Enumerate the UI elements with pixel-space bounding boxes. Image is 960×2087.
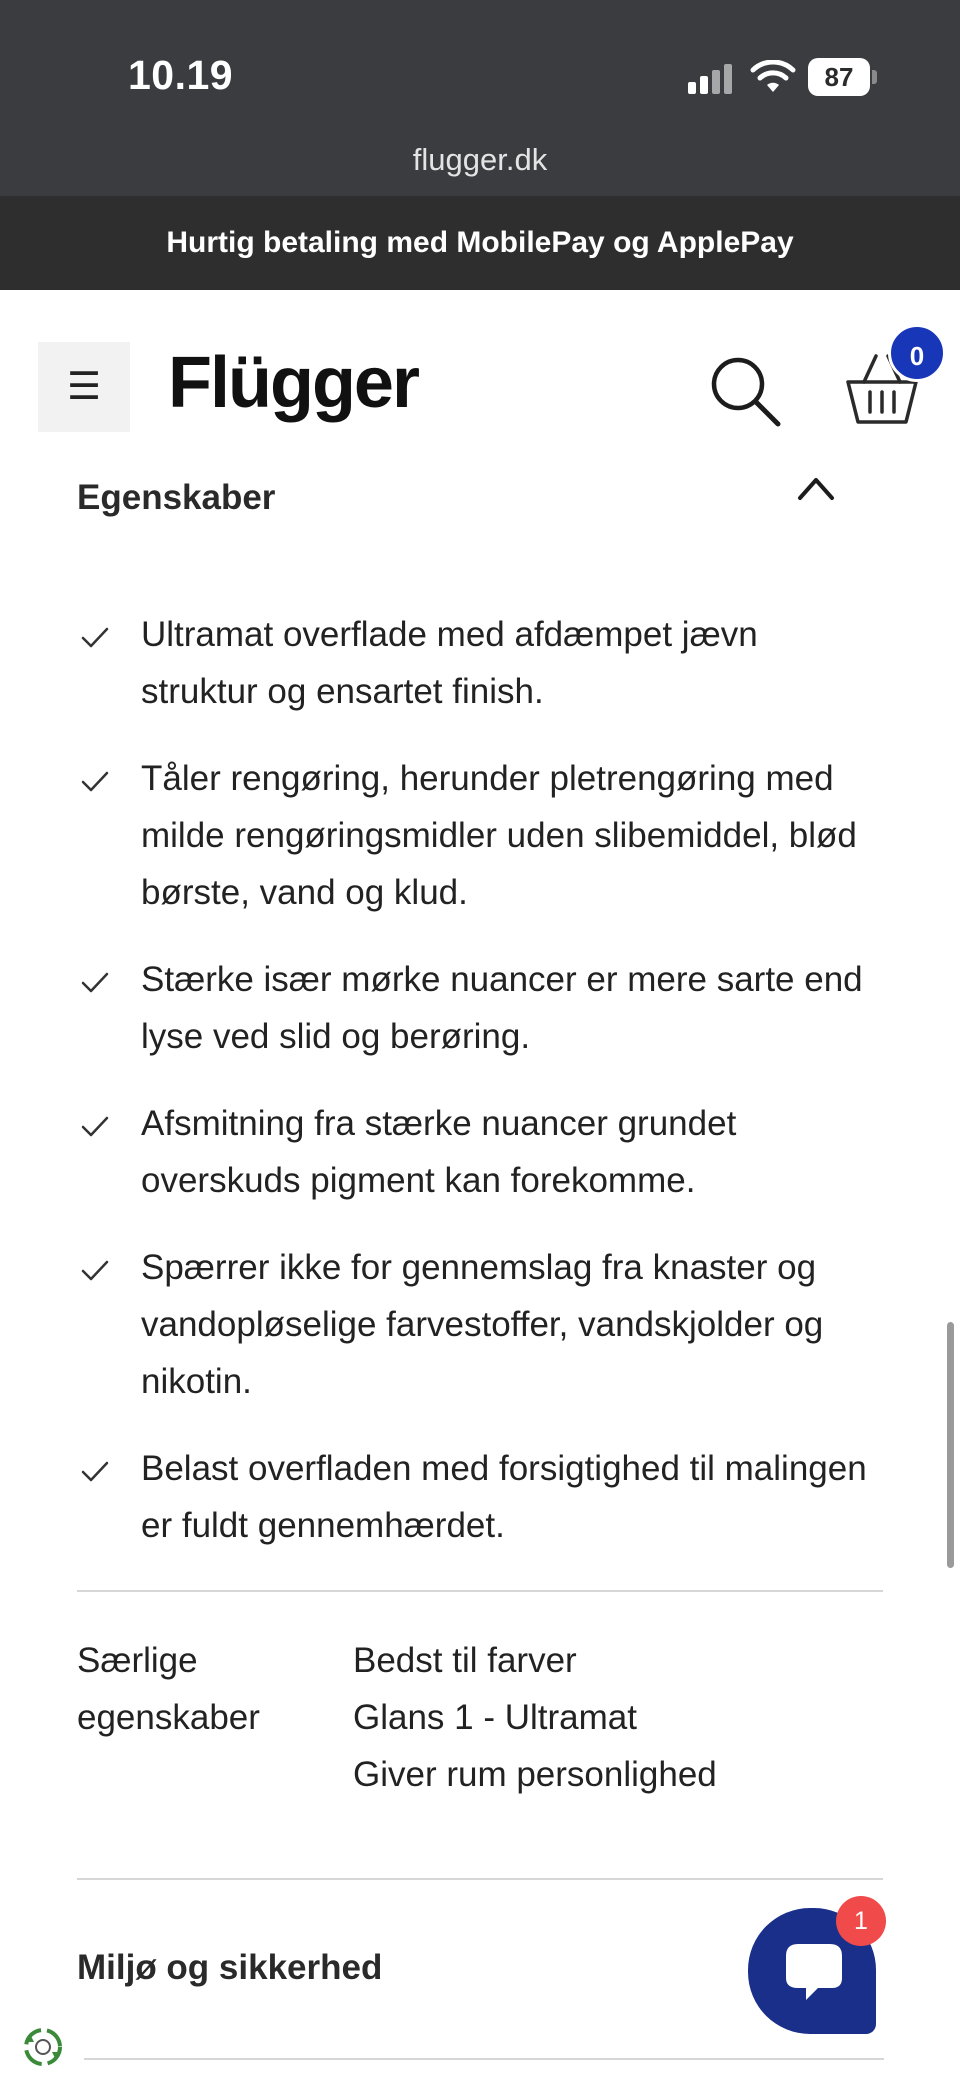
promo-banner: Hurtig betaling med MobilePay og ApplePay [0, 196, 960, 290]
section-title-egenskaber[interactable]: Egenskaber [77, 478, 276, 517]
cart-count-badge: 0 [888, 324, 946, 382]
section-title-miljo-og-sikkerhed[interactable]: Miljø og sikkerhed [77, 1948, 383, 1987]
site-header [0, 290, 960, 440]
feature-item [77, 1440, 877, 1554]
special-properties-values [353, 1632, 717, 1803]
feature-text: Stærke især mørke nuancer er mere sarte end lyse ved slid og berøring. [141, 960, 863, 1056]
feature-text: Afsmitning fra stærke nuancer grundet overskuds pigment kan forekomme. [141, 1104, 737, 1200]
checkmark-icon [81, 770, 109, 792]
address-bar-url[interactable]: flugger.dk [412, 142, 548, 177]
divider [84, 2058, 884, 2060]
flugger-logo[interactable]: Flügger [168, 343, 418, 423]
feature-item [77, 606, 877, 720]
feature-item [77, 750, 877, 921]
scrollbar-thumb[interactable] [947, 1322, 954, 1568]
checkmark-icon [81, 1460, 109, 1482]
feature-text: Spærrer ikke for gennemslag fra knaster og vandopløselige farvestoffer, vandskjolder og nikotin. [141, 1248, 824, 1401]
chat-notification-badge: 1 [836, 1896, 886, 1946]
cellular-signal-icon [688, 64, 734, 94]
feature-item [77, 1095, 877, 1209]
special-property-value: Bedst til farver [353, 1641, 577, 1680]
hamburger-menu-icon: ☰ [66, 366, 102, 408]
checkmark-icon [81, 1115, 109, 1137]
battery-icon [808, 58, 876, 96]
status-bar [0, 0, 960, 196]
hamburger-menu-button[interactable] [38, 342, 130, 432]
feature-text: Tåler rengøring, herunder pletrengøring med milde rengøringsmidler uden slibemiddel, blød børste, vand og klud. [141, 759, 857, 912]
divider [77, 1590, 883, 1592]
divider [77, 1878, 883, 1880]
feature-text: Belast overfladen med forsigtighed til malingen er fuldt gennemhærdet. [141, 1449, 867, 1545]
checkmark-icon [81, 1259, 109, 1281]
search-icon[interactable] [706, 352, 784, 430]
battery-level: 87 [808, 58, 870, 96]
special-properties-label: Særlige egenskaber [77, 1641, 260, 1737]
feature-text: Ultramat overflade med afdæmpet jævn struktur og ensartet finish. [141, 615, 758, 711]
feature-item [77, 951, 877, 1065]
checkmark-icon [81, 626, 109, 648]
feature-item [77, 1239, 877, 1410]
feature-list [77, 606, 877, 1584]
recycle-icon[interactable] [18, 2022, 68, 2072]
special-property-value: Glans 1 - Ultramat [353, 1698, 637, 1737]
checkmark-icon [81, 971, 109, 993]
wifi-icon [750, 60, 796, 94]
status-time: 10.19 [128, 52, 234, 98]
special-property-value: Giver rum personlighed [353, 1755, 717, 1794]
chevron-up-icon[interactable] [796, 474, 836, 502]
